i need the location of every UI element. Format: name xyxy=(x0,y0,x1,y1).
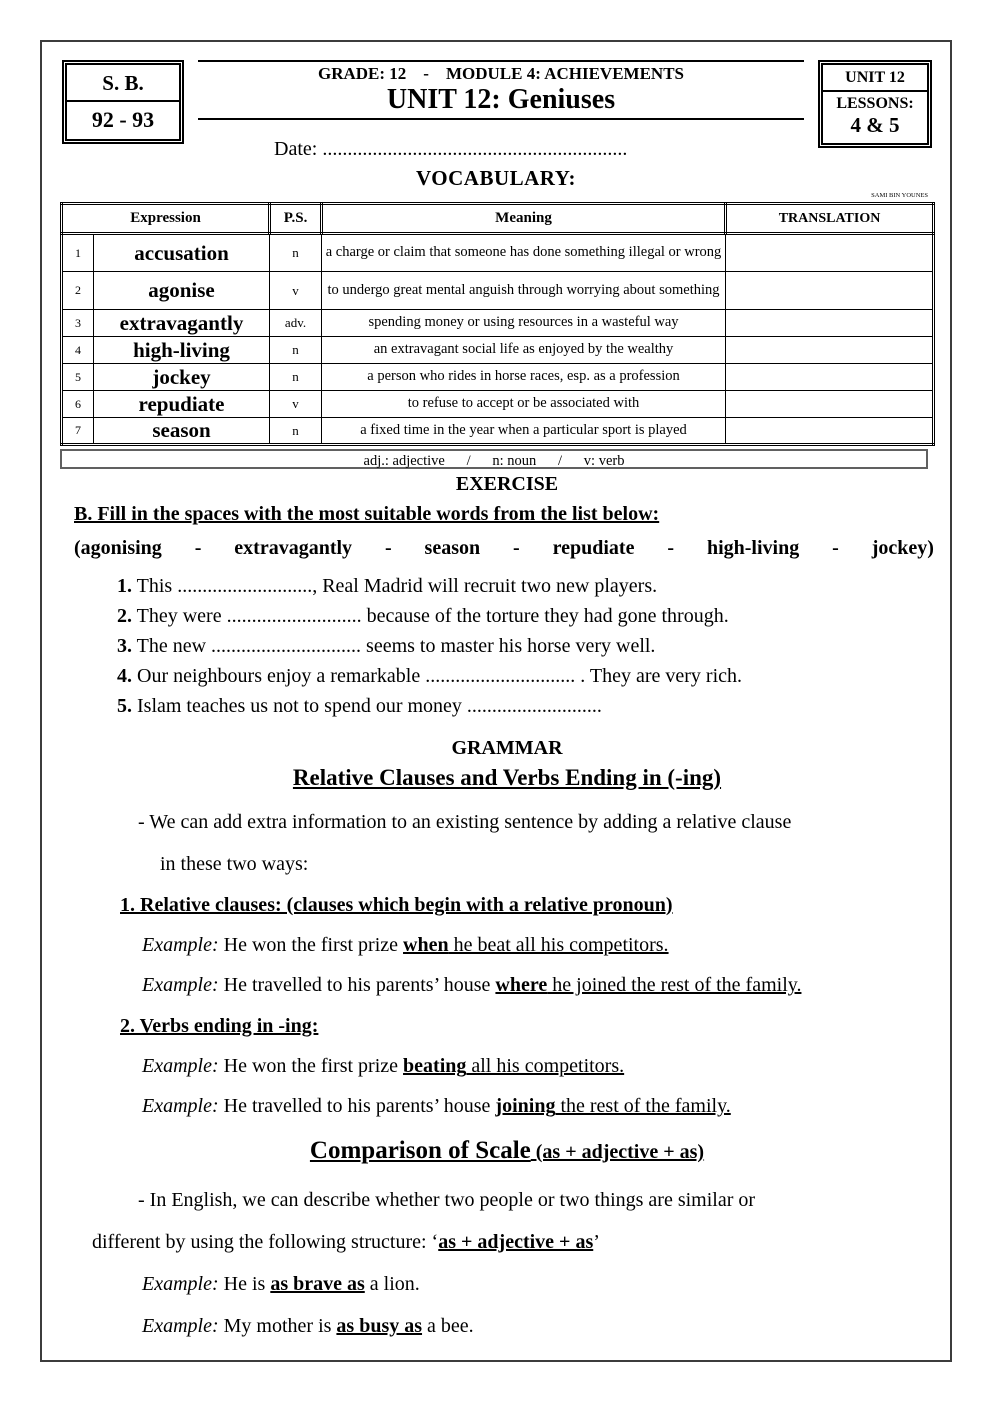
meaning-cell: a person who rides in horse races, esp. as a profession xyxy=(322,364,726,391)
word-bank xyxy=(74,537,934,565)
sentence-number: 4. xyxy=(117,665,132,687)
example-post: he joined the rest of the family. xyxy=(547,974,802,996)
example-line xyxy=(74,1273,940,1301)
comparison-title-sub: (as + adjective + as) xyxy=(530,1141,705,1163)
example-keyword: as busy as xyxy=(336,1315,423,1337)
expression-cell: jockey xyxy=(94,364,270,391)
date-label: Date: xyxy=(274,138,323,160)
comparison-intro-line1: - In English, we can describe whether two people or two things are similar or xyxy=(138,1189,756,1211)
comparison-title xyxy=(74,1137,940,1173)
sentence-text: Islam teaches us not to spend our money ........................... xyxy=(132,695,602,717)
table-row xyxy=(62,337,934,364)
word-bank-separator: - xyxy=(513,537,520,559)
col-expression: Expression xyxy=(62,204,270,234)
vocabulary-table xyxy=(60,202,935,446)
example-keyword: where xyxy=(495,974,548,996)
meaning-cell: to refuse to accept or be associated with xyxy=(322,391,726,418)
meaning-cell: spending money or using resources in a wasteful way xyxy=(322,310,726,337)
col-translation: TRANSLATION xyxy=(726,204,934,234)
translation-cell xyxy=(726,364,934,391)
expression-cell: high-living xyxy=(94,337,270,364)
sentence-1 xyxy=(74,571,940,601)
example-keyword: as brave as xyxy=(270,1273,365,1295)
example-label: Example: xyxy=(142,1055,219,1077)
worksheet-page xyxy=(40,40,952,1362)
word-bank-token: high-living xyxy=(706,537,800,559)
grammar-heading: GRAMMAR xyxy=(451,737,563,759)
unit-number-label: UNIT 12 xyxy=(823,65,927,92)
fill-in-sentences xyxy=(74,571,940,721)
row-number: 3 xyxy=(62,310,94,337)
word-bank-separator: - xyxy=(194,537,202,559)
grammar-intro-line1: - We can add extra information to an existing sentence by adding a relative clause xyxy=(138,811,792,833)
example-label: Example: xyxy=(142,1095,219,1117)
ps-cell: n xyxy=(270,337,322,364)
grammar-title: Relative Clauses and Verbs Ending in (-ing) xyxy=(292,765,722,790)
translation-cell xyxy=(726,391,934,418)
word-bank-token: extravagantly xyxy=(234,537,353,559)
author-watermark: SAMI BIN YOUNES xyxy=(871,192,928,199)
comparison-title-main: Comparison of Scale xyxy=(309,1137,531,1164)
sentence-number: 1. xyxy=(117,575,132,597)
source-book-pages: 92 - 93 xyxy=(91,107,155,132)
expression-cell: season xyxy=(94,418,270,445)
grade-module-title: GRADE: 12 - MODULE 4: ACHIEVEMENTS xyxy=(318,64,684,83)
ps-cell: adv. xyxy=(270,310,322,337)
expression-cell: accusation xyxy=(94,234,270,272)
sentence-text: They were ........................... because of the torture they had gone through. xyxy=(132,605,729,627)
example-pre: He travelled to his parents’ house xyxy=(218,974,496,996)
page-header xyxy=(42,42,950,137)
sentence-2 xyxy=(74,601,940,631)
example-pre: My mother is xyxy=(218,1315,337,1337)
example-post: a bee. xyxy=(422,1315,474,1337)
meaning-cell: a fixed time in the year when a particular sport is played xyxy=(322,418,726,445)
meaning-cell: to undergo great mental anguish through worrying about something xyxy=(322,272,726,310)
pos-legend: adj.: adjective / n: noun / v: verb xyxy=(60,449,928,469)
example-post: all his competitors. xyxy=(466,1055,625,1077)
example-post: he beat all his competitors. xyxy=(448,934,669,956)
word-bank-token: season xyxy=(424,537,481,559)
translation-cell xyxy=(726,337,934,364)
example-label: Example: xyxy=(142,1315,219,1337)
exercise-heading: EXERCISE xyxy=(455,473,559,495)
structure-close-quote: ’ xyxy=(593,1231,600,1253)
row-number: 5 xyxy=(62,364,94,391)
unit-lessons-box xyxy=(818,60,932,148)
row-number: 6 xyxy=(62,391,94,418)
header-title-block xyxy=(198,60,804,120)
table-row xyxy=(62,418,934,445)
sentence-number: 3. xyxy=(117,635,132,657)
table-row xyxy=(62,391,934,418)
translation-cell xyxy=(726,234,934,272)
example-pre: He is xyxy=(218,1273,271,1295)
word-bank-separator: - xyxy=(384,537,392,559)
col-ps: P.S. xyxy=(270,204,322,234)
col-meaning: Meaning xyxy=(322,204,726,234)
comparison-intro-line2 xyxy=(74,1231,940,1259)
example-line xyxy=(74,974,940,1002)
ps-cell: n xyxy=(270,418,322,445)
source-book-box xyxy=(62,60,184,144)
ps-cell: n xyxy=(270,364,322,391)
sentence-4 xyxy=(74,661,940,691)
example-keyword: joining xyxy=(495,1095,556,1117)
structure-pre: different by using the following structure: ‘ xyxy=(92,1231,439,1253)
example-line xyxy=(74,1315,940,1343)
table-row xyxy=(62,272,934,310)
expression-cell: extravagantly xyxy=(94,310,270,337)
sentence-text: Our neighbours enjoy a remarkable .............................. . They are very rich. xyxy=(132,665,743,687)
example-label: Example: xyxy=(142,974,219,996)
example-post: a lion. xyxy=(364,1273,420,1295)
ps-cell: v xyxy=(270,272,322,310)
example-pre: He won the first prize xyxy=(218,1055,404,1077)
meaning-cell: an extravagant social life as enjoyed by the wealthy xyxy=(322,337,726,364)
sentence-5 xyxy=(74,691,940,721)
example-pre: He travelled to his parents’ house xyxy=(218,1095,496,1117)
lessons-label: LESSONS: xyxy=(836,95,914,112)
sentence-number: 2. xyxy=(117,605,132,627)
expression-cell: repudiate xyxy=(94,391,270,418)
example-line xyxy=(74,1095,940,1123)
sentence-3 xyxy=(74,631,940,661)
row-number: 4 xyxy=(62,337,94,364)
date-fill-dots: ............................................................. xyxy=(322,138,628,160)
table-row xyxy=(62,310,934,337)
translation-cell xyxy=(726,310,934,337)
vocab-header-row xyxy=(62,204,934,234)
sentence-text: This ..........................., Real Madrid will recruit two new players. xyxy=(132,575,658,597)
header-bottom-rule xyxy=(198,118,804,120)
word-bank-token: (agonising xyxy=(74,537,162,559)
example-line xyxy=(74,934,940,962)
vocabulary-heading: VOCABULARY: xyxy=(416,166,576,190)
structure-keyword: as + adjective + as xyxy=(438,1231,594,1253)
example-line xyxy=(74,1055,940,1083)
table-row xyxy=(62,364,934,391)
source-book-label: S. B. xyxy=(67,65,179,102)
row-number: 1 xyxy=(62,234,94,272)
unit-title: UNIT 12: Geniuses xyxy=(386,84,616,115)
expression-cell: agonise xyxy=(94,272,270,310)
exercise-instruction: B. Fill in the spaces with the most suitable words from the list below: xyxy=(74,503,660,525)
sentence-number: 5. xyxy=(117,695,132,717)
translation-cell xyxy=(726,418,934,445)
lessons-numbers: 4 & 5 xyxy=(850,113,900,137)
example-label: Example: xyxy=(142,1273,219,1295)
ps-cell: n xyxy=(270,234,322,272)
section1-heading: 1. Relative clauses: (clauses which begin with a relative pronoun) xyxy=(120,894,673,916)
translation-cell xyxy=(726,272,934,310)
example-post: the rest of the family. xyxy=(555,1095,731,1117)
row-number: 7 xyxy=(62,418,94,445)
example-pre: He won the first prize xyxy=(218,934,404,956)
word-bank-separator: - xyxy=(667,537,675,559)
example-keyword: beating xyxy=(403,1055,467,1077)
grammar-intro-line2: in these two ways: xyxy=(160,853,309,875)
table-row xyxy=(62,234,934,272)
word-bank-token: jockey) xyxy=(871,537,934,559)
header-top-rule xyxy=(198,60,804,62)
worksheet-body xyxy=(42,473,950,1343)
ps-cell: v xyxy=(270,391,322,418)
example-label: Example: xyxy=(142,934,219,956)
meaning-cell: a charge or claim that someone has done something illegal or wrong xyxy=(322,234,726,272)
example-keyword: when xyxy=(403,934,449,956)
sentence-text: The new .............................. seems to master his horse very well. xyxy=(132,635,656,657)
word-bank-token: repudiate xyxy=(552,537,635,559)
word-bank-separator: - xyxy=(832,537,839,559)
section2-heading: 2. Verbs ending in -ing: xyxy=(120,1015,319,1037)
row-number: 2 xyxy=(62,272,94,310)
